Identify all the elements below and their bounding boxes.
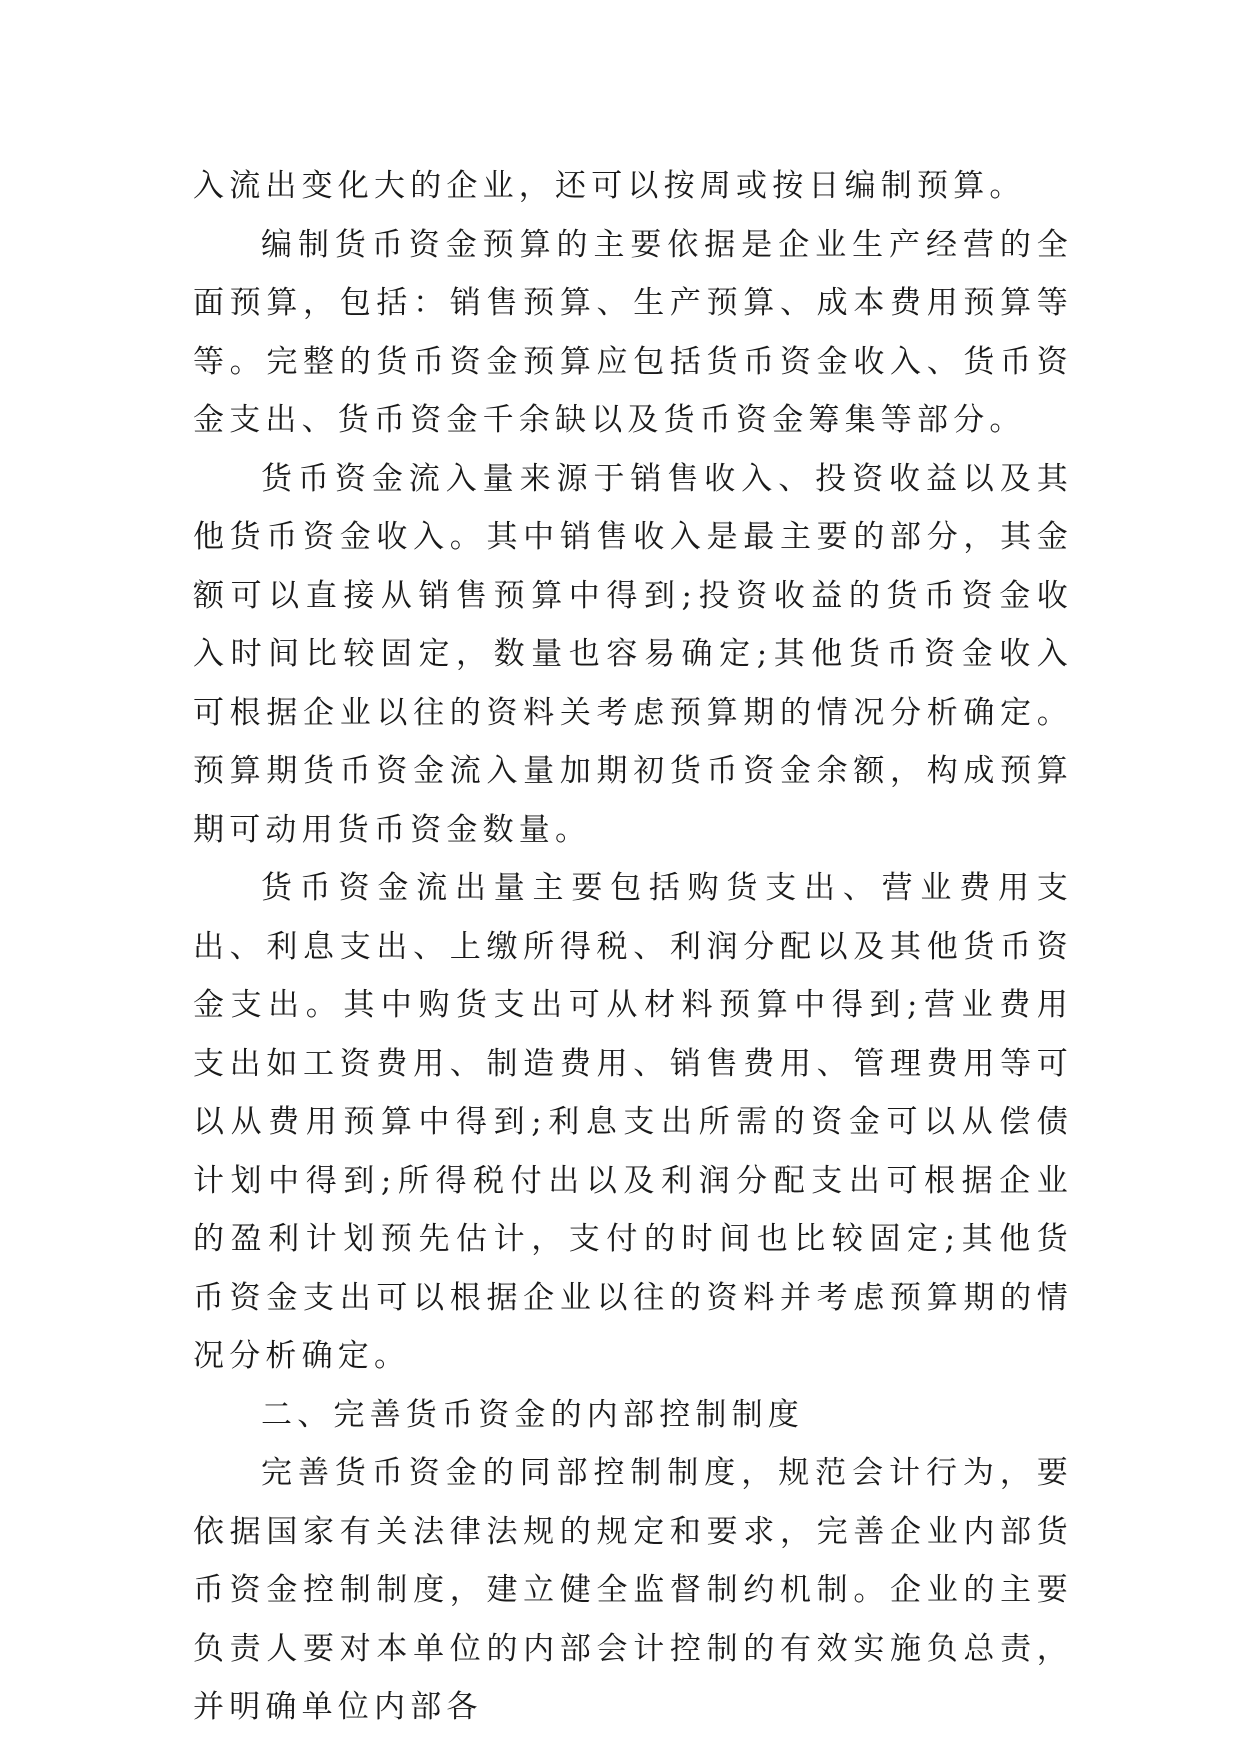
paragraph-internal-control: 完善货币资金的同部控制制度，规范会计行为，要依据国家有关法律法规的规定和要求，完善企业内部货币资金控制制度，建立健全监督制约机制。企业的主要负责人要对本单位的内部会计控制的有效实施负总责，并明确单位内部各 xyxy=(193,1455,1073,1725)
document-body xyxy=(193,157,1073,1737)
paragraph-continuation: 入流出变化大的企业，还可以按周或按日编制预算。 xyxy=(193,168,1026,204)
paragraph-cash-outflow: 货币资金流出量主要包括购货支出、营业费用支出、利息支出、上缴所得税、利润分配以及其他货币资金支出。其中购货支出可从材料预算中得到;营业费用支出如工资费用、制造费用、销售费用、管理费用等可以从费用预算中得到;利息支出所需的资金可以从偿债计划中得到;所得税付出以及利润分配支出可根据企业的盈利计划预先估计，支付的时间也比较固定;其他货币资金支出可以根据企业以往的资料并考虑预算期的情况分析确定。 xyxy=(193,870,1073,1374)
section-heading-internal-control: 二、完善货币资金的内部控制制度 xyxy=(261,1396,804,1433)
paragraph-budget-basis: 编制货币资金预算的主要依据是企业生产经营的全面预算，包括：销售预算、生产预算、成本费用预算等等。完整的货币资金预算应包括货币资金收入、货币资金支出、货币资金千余缺以及货币资金筹集等部分。 xyxy=(193,226,1073,438)
paragraph-cash-inflow: 货币资金流入量来源于销售收入、投资收益以及其他货币资金收入。其中销售收入是最主要的部分，其金额可以直接从销售预算中得到;投资收益的货币资金收入时间比较固定，数量也容易确定;其他货币资金收入可根据企业以往的资料关考虑预算期的情况分析确定。预算期货币资金流入量加期初货币资金余额，构成预算期可动用货币资金数量。 xyxy=(193,460,1073,848)
